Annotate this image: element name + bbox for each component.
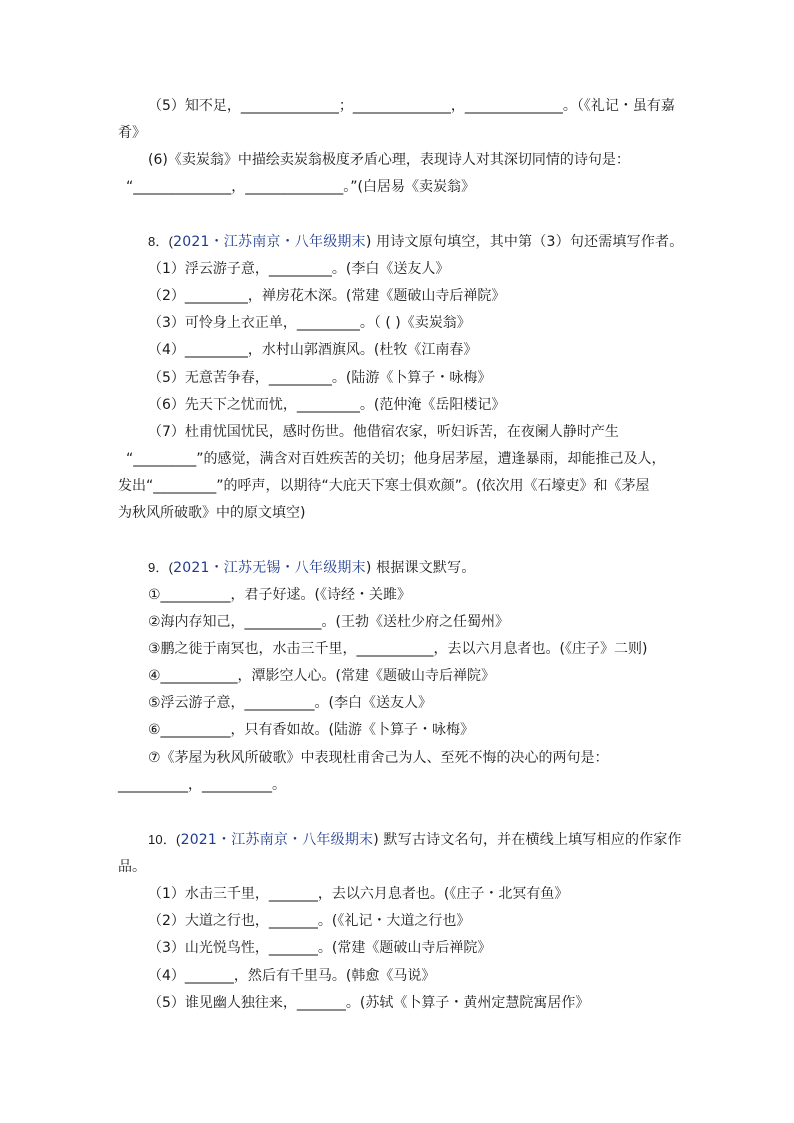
q10-item-5: （5）谁见幽人独往来，_______。(苏轼《卜算子・黄州定慧院寓居作》 (148, 995, 590, 1011)
q9-item-2: ②海内存知己，___________。(王勃《送杜少府之任蜀州》 (148, 614, 510, 630)
question-number: 9．( (148, 560, 174, 575)
q7-item-6: (6)《卖炭翁》中描绘卖炭翁极度矛盾心理，表现诗人对其深切同情的诗句是： (148, 152, 630, 168)
q8-item-7: （7）杜甫忧国忧民，感时伤世。他借宿农家，听妇诉苦，在夜阑人静时产生 (148, 424, 619, 440)
question-number: 10．( (148, 832, 181, 847)
source-tag: 2021・江苏南京・八年级期末 (173, 234, 366, 250)
q10-item-1: （1）水击三千里，_______，去以六月息者也。(《庄子・北冥有鱼》 (148, 886, 569, 902)
q9-item-4: ④___________，潭影空人心。(常建《题破山寺后禅院》 (148, 668, 496, 684)
q8-item-2: （2）_________，禅房花木深。(常建《题破山寺后禅院》 (148, 288, 506, 304)
question-prompt: ) 根据课文默写。 (365, 560, 476, 576)
q8-item-7-cont-1: “_________”的感觉，满含对百姓疾苦的关切；他身居茅屋，遭逢暴雨，却能推己及人， (126, 451, 666, 467)
question-10-heading-cont: 品。 (118, 859, 146, 875)
q10-item-2: （2）大道之行也，_______。(《礼记・大道之行也》 (148, 913, 471, 929)
q8-item-1: （1）浮云游子意，_________。(李白《送友人》 (148, 261, 450, 277)
question-9-heading (148, 558, 476, 578)
q9-item-1: ①__________，君子好逑。(《诗经・关雎》 (148, 587, 412, 603)
question-10-heading (148, 830, 682, 850)
question-prompt: ) 默写古诗文名句，并在横线上填写相应的作家作 (373, 832, 682, 848)
q9-item-5: ⑤浮云游子意，__________。(李白《送友人》 (148, 695, 433, 711)
q7-item-6-blanks: “______________，______________。”(白居易《卖炭翁》 (126, 179, 475, 195)
question-number: 8．( (148, 234, 174, 249)
q8-item-3: （3）可怜身上衣正单，_________。（ ( )《卖炭翁》 (148, 315, 471, 331)
source-tag: 2021・江苏南京・八年级期末 (180, 832, 374, 848)
q8-item-7-cont-3: 为秋风所破歌》中的原文填空) (118, 505, 306, 521)
q10-item-3: （3）山光悦鸟性，_______。(常建《题破山寺后禅院》 (148, 940, 492, 956)
source-tag: 2021・江苏无锡・八年级期末 (173, 560, 366, 576)
q8-item-6: （6）先天下之忧而忧，_________。(范仲淹《岳阳楼记》 (148, 397, 506, 413)
q8-item-7-cont-2: 发出“_________”的呼声，以期待“大庇天下寒士俱欢颜”。(依次用《石壕吏》和《茅屋 (118, 478, 650, 494)
q8-item-5: （5）无意苦争春，_________。(陆游《卜算子・咏梅》 (148, 370, 492, 386)
q7-item-5-cont: 肴》 (118, 125, 146, 141)
q9-item-6: ⑥__________，只有香如故。(陆游《卜算子・咏梅》 (148, 722, 475, 738)
q8-item-4: （4）_________，水村山郭酒旗风。(杜牧《江南春》 (148, 342, 478, 358)
question-prompt: ) 用诗文原句填空，其中第（3）句还需填写作者。 (365, 234, 684, 250)
q9-item-7-blanks: __________，__________。 (118, 777, 286, 793)
q9-item-3: ③鹏之徙于南冥也，水击三千里，___________，去以六月息者也。(《庄子》二则) (148, 641, 648, 657)
question-8-heading (148, 232, 683, 252)
q10-item-4: （4）_______，然后有千里马。(韩愈《马说》 (148, 968, 436, 984)
q7-item-5: （5）知不足，______________；______________，______________。（《礼记・虽有嘉 (148, 98, 675, 114)
q9-item-7: ⑦《茅屋为秋风所破歌》中表现杜甫舍己为人、至死不悔的决心的两句是： (148, 750, 609, 766)
